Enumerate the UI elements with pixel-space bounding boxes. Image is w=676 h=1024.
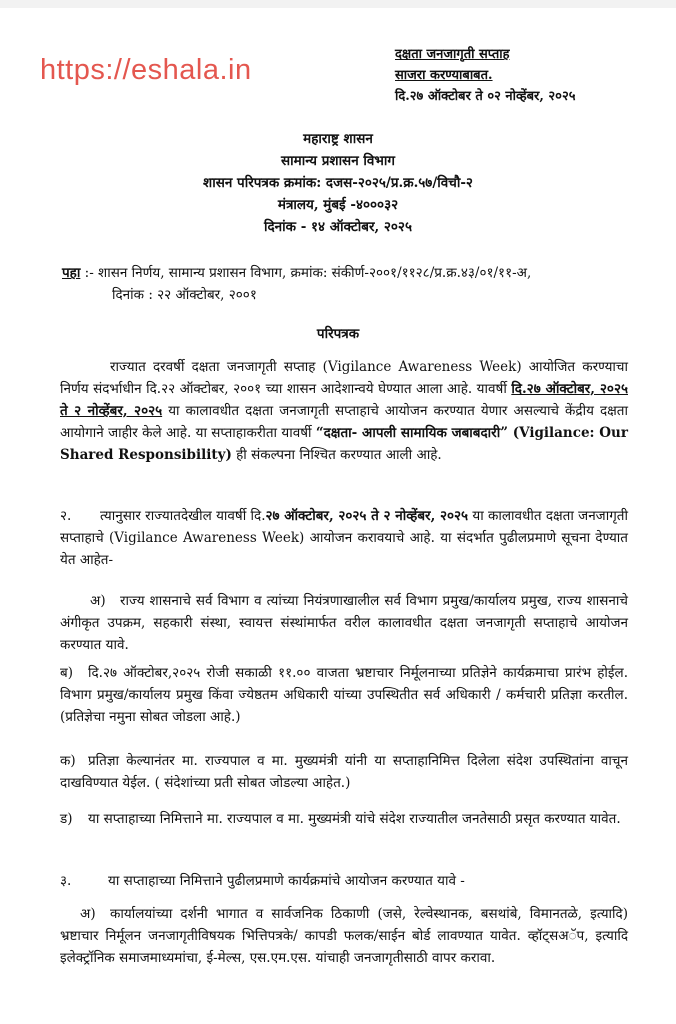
- item-3a-text: कार्यालयांच्या दर्शनी भागात व सार्वजनिक ठिकाणी (जसे, रेल्वेस्थानक, बसथांबे, विमानतळे, इत्यादि) भ्रष्टाचार निर्मूलन जनजागृतीविषयक भित्तिपत्रके/ कापडी फलक/साईन बोर्ड लावण्यात यावेत. व्हॉट्सअॅप, इत्यादि इलेक्ट्रॉनिक समाजमाध्यमांचा, ई-मेल्स, एस.एम.एस. यांचाही जनजागृतीसाठी वापर करावा.: [60, 906, 628, 966]
- item-c-label: क): [60, 753, 76, 769]
- para1-text-3: ही संकल्पना निश्चित करण्यात आली आहे.: [236, 447, 442, 463]
- item-a-label: अ): [90, 593, 106, 609]
- document-header: [0, 128, 676, 238]
- para1-dates: दि.२७ ऑक्टोबर, २०२५ ते २ नोव्हेंबर, २०२५: [60, 381, 628, 419]
- para1-text-2: या कालावधीत दक्षता जनजागृती सप्ताहाचे आयोजन करण्यात येणार असल्याचे केंद्रीय दक्षता आयोगाने जाहीर केले आहे. या सप्ताहाकरीता यावर्षी: [60, 403, 628, 441]
- para2-text-1: त्यानुसार राज्यातदेखील यावर्षी दि.: [100, 508, 266, 524]
- department-name: सामान्य प्रशासन विभाग: [281, 153, 395, 169]
- subject-line-3: दि.२७ ऑक्टोबर ते ०२ नोव्हेंबर, २०२५: [395, 89, 576, 104]
- item-c-text: प्रतिज्ञा केल्यानंतर मा. राज्यपाल व मा. मुख्यमंत्री यांनी या सप्ताहानिमित्त दिलेला संदेश उपस्थितांना वाचून दाखविण्यात येईल. ( संदेशांच्या प्रती सोबत जोडल्या आहेत.): [60, 753, 628, 791]
- item-a-text: राज्य शासनाचे सर्व विभाग व त्यांच्या नियंत्रणाखालील सर्व विभाग प्रमुख/कार्यालय प्रमुख, राज्य शासनाचे अंगीकृत उपक्रम, सहकारी संस्था, स्वायत्त संस्थांमार्फत वरील कालावधीत दक्षता जनजागृती सप्ताहाचे आयोजन करण्यात यावे.: [60, 593, 628, 653]
- circular-number: शासन परिपत्रक क्रमांक: दजस-२०२५/प्र.क्र.५७/विचौ-२: [203, 175, 473, 191]
- circular-date: दिनांक - १४ ऑक्टोबर, २०२५: [264, 219, 412, 235]
- subject-line-2: साजरा करण्याबाबत.: [395, 68, 493, 83]
- item-d-text: या सप्ताहाच्या निमित्ताने मा. राज्यपाल व मा. मुख्यमंत्री यांचे संदेश राज्यातील जनतेसाठी प्रसृत करण्यात यावेत.: [88, 811, 621, 827]
- reference-label: पहा: [62, 265, 81, 281]
- para2-number: २.: [60, 508, 72, 524]
- reference-block: [62, 262, 642, 306]
- para2-dates: २७ ऑक्टोबर, २०२५ ते २ नोव्हेंबर, २०२५: [265, 508, 469, 524]
- top-band: [0, 0, 676, 8]
- para1-text-1: राज्यात दरवर्षी दक्षता जनजागृती सप्ताह (Vigilance Awareness Week) आयोजित करण्याचा निर्णय संदर्भाधीन दि.२२ ऑक्टोबर, २००१ च्या शासन आदेशान्वये घेण्यात आला आहे. यावर्षी: [60, 359, 628, 397]
- para3-text: या सप्ताहाच्या निमित्ताने पुढीलप्रमाणे कार्यक्रमांचे आयोजन करण्यात यावे -: [108, 873, 465, 889]
- office-address: मंत्रालय, मुंबई -४०००३२: [277, 197, 399, 213]
- para1-theme: “दक्षता- आपली सामायिक जबाबदारी” (Vigilance: Our Shared Responsibility): [60, 425, 628, 463]
- item-b-text: दि.२७ ऑक्टोबर,२०२५ रोजी सकाळी ११.०० वाजता भ्रष्टाचार निर्मूलनाच्या प्रतिज्ञेने कार्यक्रमाचा प्रारंभ होईल. विभाग प्रमुख/कार्यालय प्रमुख किंवा ज्येष्ठतम अधिकारी यांच्या उपस्थितीत सर्व अधिकारी / कर्मचारी प्रतिज्ञा करतील. (प्रतिज्ञेचा नमुना सोबत जोडला आहे.): [60, 665, 628, 725]
- item-3a: [60, 903, 628, 969]
- paragraph-1: [60, 356, 628, 466]
- item-a: [60, 590, 628, 656]
- item-b-label: ब): [60, 665, 73, 681]
- para3-number: ३.: [60, 873, 72, 889]
- item-d-label: ड): [60, 811, 73, 827]
- para2-text-2: या कालावधीत दक्षता जनजागृती सप्ताहाचे (Vigilance Awareness Week) आयोजन करावयाचे आहे. या संदर्भात पुढीलप्रमाणे सूचना देण्यात येत आहेत-: [60, 508, 628, 568]
- circular-heading: परिपत्रक: [316, 326, 360, 342]
- govt-name: महाराष्ट्र शासन: [303, 131, 373, 147]
- watermark-url: https://eshala.in: [40, 54, 252, 86]
- item-d: [60, 808, 628, 830]
- paragraph-3: [60, 870, 628, 892]
- item-3a-label: अ): [80, 906, 96, 922]
- reference-line-1: :- शासन निर्णय, सामान्य प्रशासन विभाग, क्रमांक: संकीर्ण-२००१/११२८/प्र.क्र.४३/०१/११-अ,: [84, 265, 532, 281]
- paragraph-2: [60, 505, 628, 571]
- item-c: [60, 750, 628, 794]
- item-b: [60, 662, 628, 728]
- subject-line-1: दक्षता जनजागृती सप्ताह: [395, 47, 510, 62]
- reference-line-2: दिनांक : २२ ऑक्टोबर, २००१: [112, 287, 257, 303]
- subject-block: [395, 44, 575, 107]
